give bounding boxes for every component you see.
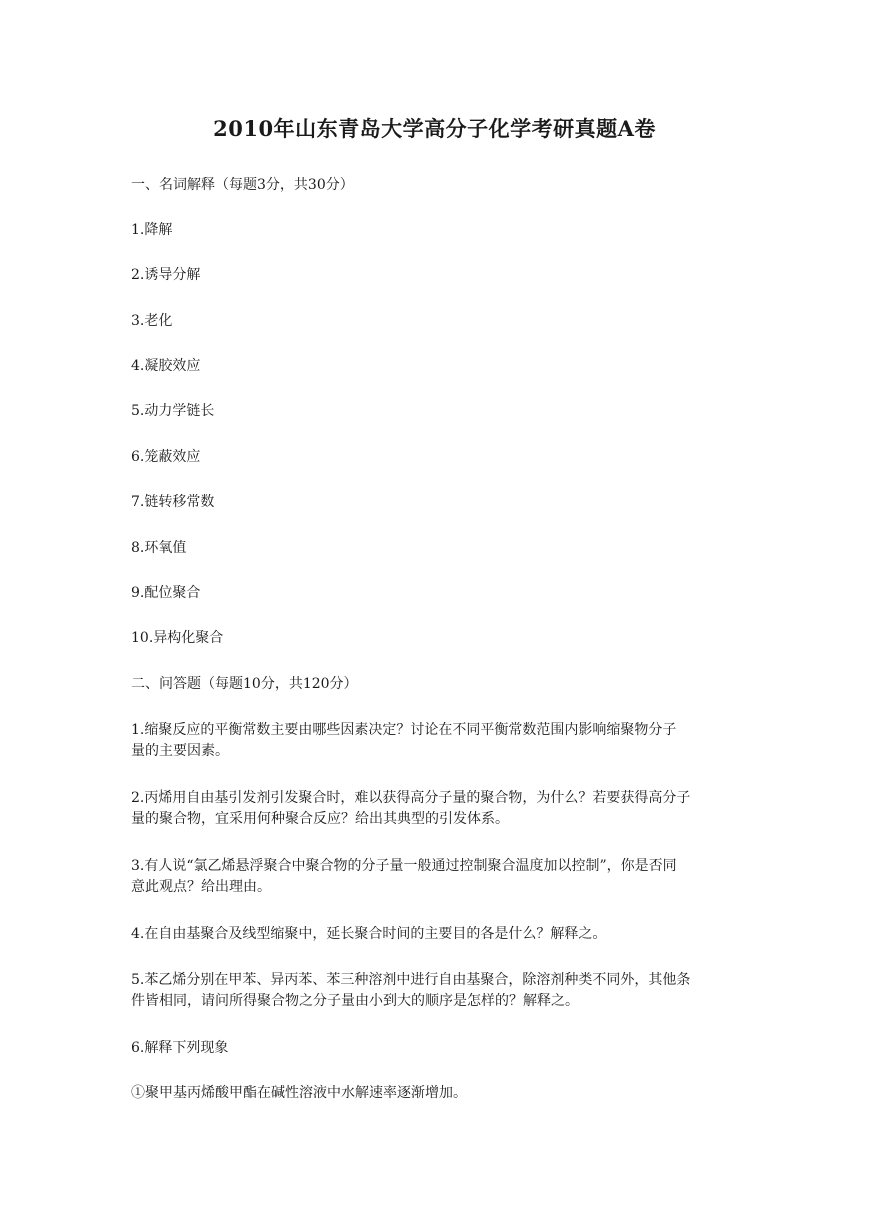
question-5-line-1: 5.苯乙烯分别在甲苯、异丙苯、苯三种溶剂中进行自由基聚合，除溶剂种类不同外，其他条 — [131, 972, 691, 988]
section1-heading: 一、名词解释（每题3分，共30分） — [131, 177, 354, 193]
question-3-line-2: 意此观点？给出理由。 — [131, 879, 271, 895]
document-title: 2010年山东青岛大学高分子化学考研真题A卷 — [213, 116, 656, 141]
term-item-3: 3.老化 — [131, 313, 173, 329]
term-item-1: 1.降解 — [131, 222, 173, 238]
question-6-sub-1: ①聚甲基丙烯酸甲酯在碱性溶液中水解速率逐渐增加。 — [131, 1085, 467, 1101]
question-4: 4.在自由基聚合及线型缩聚中，延长聚合时间的主要目的各是什么？解释之。 — [131, 926, 607, 942]
term-item-4: 4.凝胶效应 — [131, 358, 201, 374]
question-2-line-2: 量的聚合物，宜采用何种聚合反应？给出其典型的引发体系。 — [131, 811, 509, 827]
term-item-7: 7.链转移常数 — [131, 494, 215, 510]
question-5 — [131, 970, 743, 1012]
term-item-5: 5.动力学链长 — [131, 403, 215, 419]
question-1 — [131, 720, 743, 762]
term-item-6: 6.笼蔽效应 — [131, 449, 201, 465]
question-6: 6.解释下列现象 — [131, 1040, 229, 1056]
section2-heading: 二、问答题（每题10分，共120分） — [131, 676, 358, 692]
term-item-10: 10.异构化聚合 — [131, 630, 224, 646]
question-3 — [131, 856, 743, 898]
question-2-line-1: 2.丙烯用自由基引发剂引发聚合时，难以获得高分子量的聚合物，为什么？若要获得高分子 — [131, 790, 691, 806]
term-item-2: 2.诱导分解 — [131, 267, 201, 283]
question-1-line-2: 量的主要因素。 — [131, 743, 229, 759]
question-1-line-1: 1.缩聚反应的平衡常数主要由哪些因素决定？讨论在不同平衡常数范围内影响缩聚物分子 — [131, 722, 677, 738]
question-2 — [131, 788, 743, 830]
term-item-8: 8.环氧值 — [131, 540, 187, 556]
question-3-line-1: 3.有人说“氯乙烯悬浮聚合中聚合物的分子量一般通过控制聚合温度加以控制”，你是否同 — [131, 858, 677, 874]
term-item-9: 9.配位聚合 — [131, 585, 201, 601]
question-5-line-2: 件皆相同，请问所得聚合物之分子量由小到大的顺序是怎样的？解释之。 — [131, 993, 579, 1009]
